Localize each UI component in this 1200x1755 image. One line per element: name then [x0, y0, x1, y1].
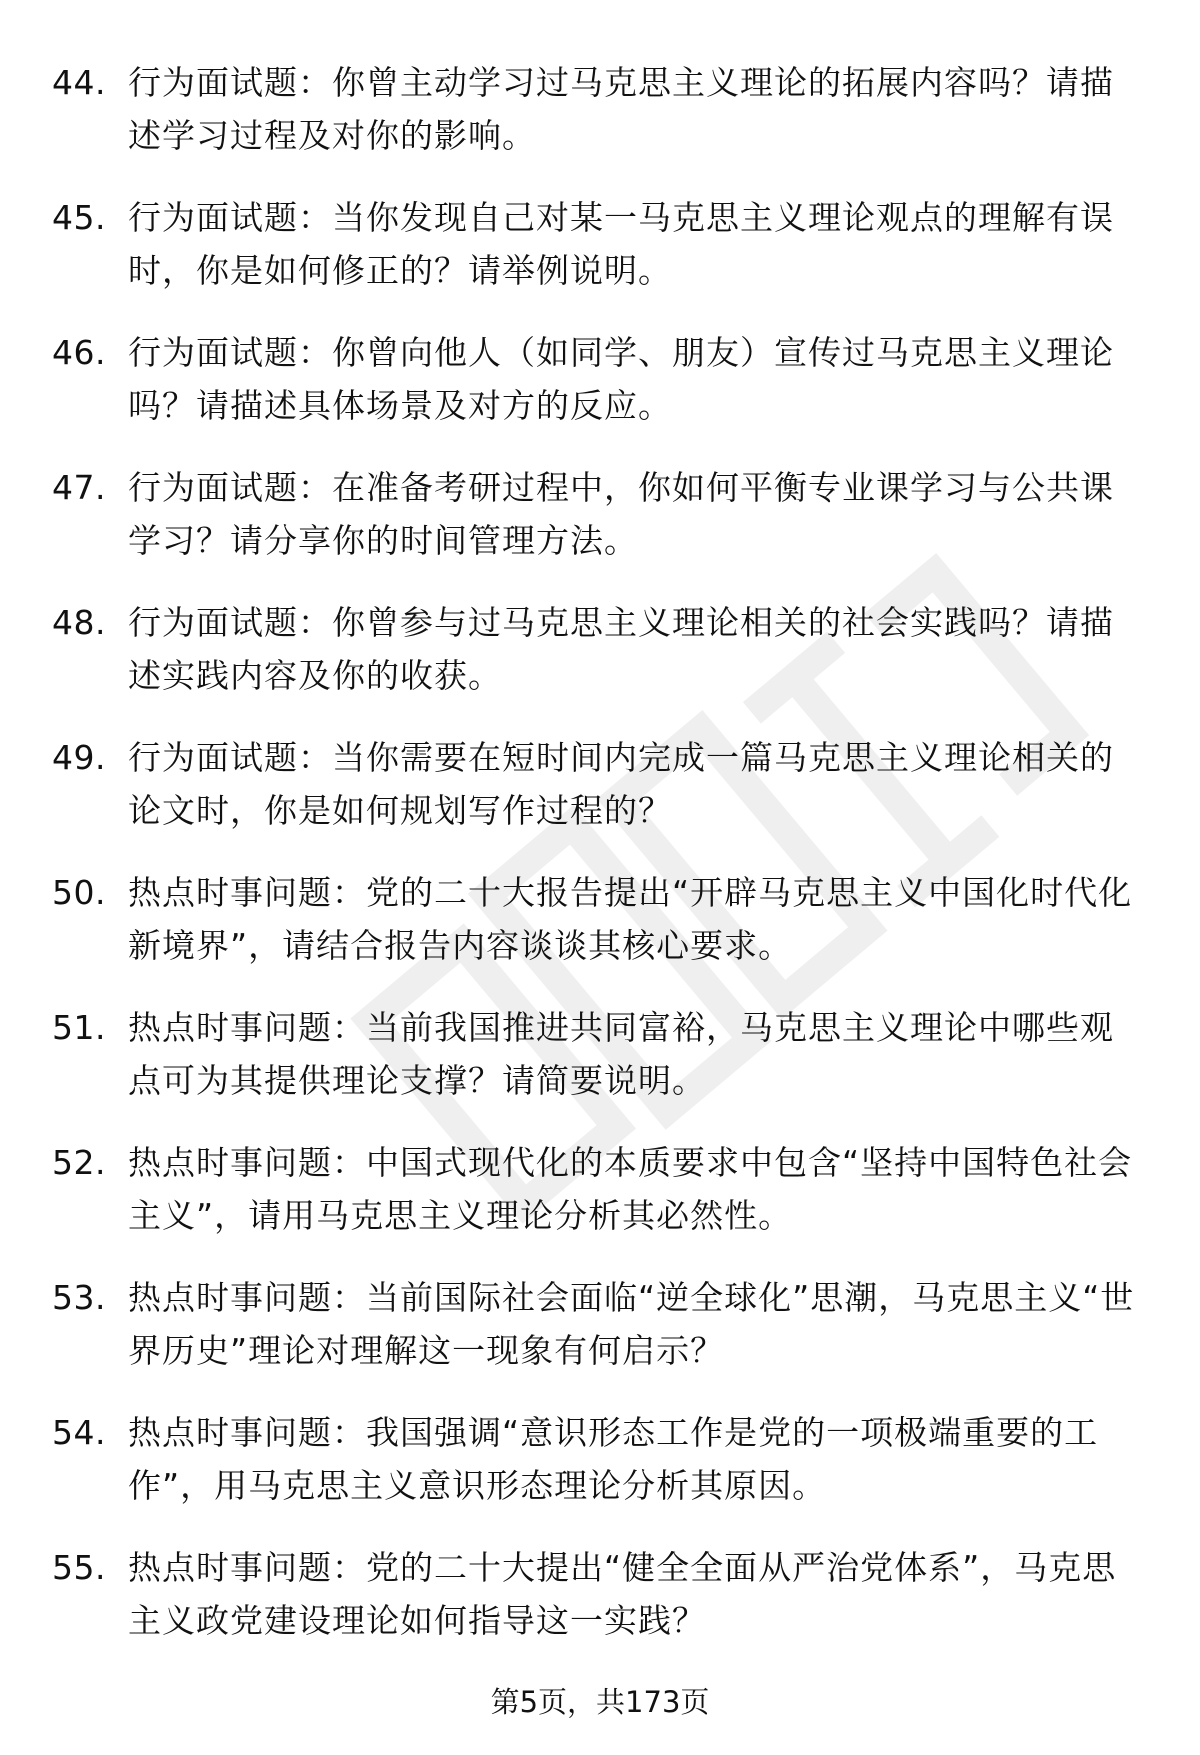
list-item: [52, 1541, 1147, 1647]
question-number: 46.: [52, 333, 106, 372]
question-text: 行为面试题：你曾参与过马克思主义理论相关的社会实践吗？请描述实践内容及你的收获。: [128, 603, 1114, 695]
list-item: [52, 326, 1147, 432]
question-text: 行为面试题：你曾向他人（如同学、朋友）宣传过马克思主义理论吗？请描述具体场景及对方的反应。: [128, 333, 1114, 425]
question-number: 50.: [52, 873, 106, 912]
list-item: [52, 731, 1147, 837]
question-number: 49.: [52, 738, 106, 777]
question-text: 行为面试题：在准备考研过程中，你如何平衡专业课学习与公共课学习？请分享你的时间管理方法。: [128, 468, 1114, 560]
question-number: 45.: [52, 198, 106, 237]
list-item: [52, 1001, 1147, 1107]
list-item: [52, 1271, 1147, 1377]
list-item: [52, 1406, 1147, 1512]
page-footer: [0, 1682, 1200, 1722]
question-text: 热点时事问题：当前我国推进共同富裕，马克思主义理论中哪些观点可为其提供理论支撑？请简要说明。: [128, 1008, 1114, 1100]
question-number: 51.: [52, 1008, 106, 1047]
list-item: [52, 1136, 1147, 1242]
list-item: [52, 461, 1147, 567]
question-text: 行为面试题：你曾主动学习过马克思主义理论的拓展内容吗？请描述学习过程及对你的影响。: [128, 63, 1114, 155]
question-number: 48.: [52, 603, 106, 642]
question-number: 47.: [52, 468, 106, 507]
list-item: [52, 596, 1147, 702]
question-text: 行为面试题：当你发现自己对某一马克思主义理论观点的理解有误时，你是如何修正的？请举例说明。: [128, 198, 1114, 290]
question-text: 热点时事问题：中国式现代化的本质要求中包含“坚持中国特色社会主义”，请用马克思主义理论分析其必然性。: [128, 1143, 1133, 1235]
page-number-label: 第5页，共173页: [490, 1685, 710, 1719]
question-text: 热点时事问题：我国强调“意识形态工作是党的一项极端重要的工作”，用马克思主义意识形态理论分析其原因。: [128, 1413, 1099, 1505]
question-text: 热点时事问题：当前国际社会面临“逆全球化”思潮，马克思主义“世界历史”理论对理解这一现象有何启示？: [128, 1278, 1135, 1370]
list-item: [52, 866, 1147, 972]
list-item: [52, 56, 1147, 162]
question-text: 热点时事问题：党的二十大提出“健全全面从严治党体系”，马克思主义政党建设理论如何指导这一实践？: [128, 1548, 1117, 1640]
question-number: 44.: [52, 63, 106, 102]
question-text: 行为面试题：当你需要在短时间内完成一篇马克思主义理论相关的论文时，你是如何规划写作过程的？: [128, 738, 1114, 830]
question-text: 热点时事问题：党的二十大报告提出“开辟马克思主义中国化时代化新境界”，请结合报告内容谈谈其核心要求。: [128, 873, 1133, 965]
question-list: [52, 56, 1147, 1676]
list-item: [52, 191, 1147, 297]
question-number: 54.: [52, 1413, 106, 1452]
question-number: 55.: [52, 1548, 106, 1587]
question-number: 53.: [52, 1278, 106, 1317]
question-number: 52.: [52, 1143, 106, 1182]
